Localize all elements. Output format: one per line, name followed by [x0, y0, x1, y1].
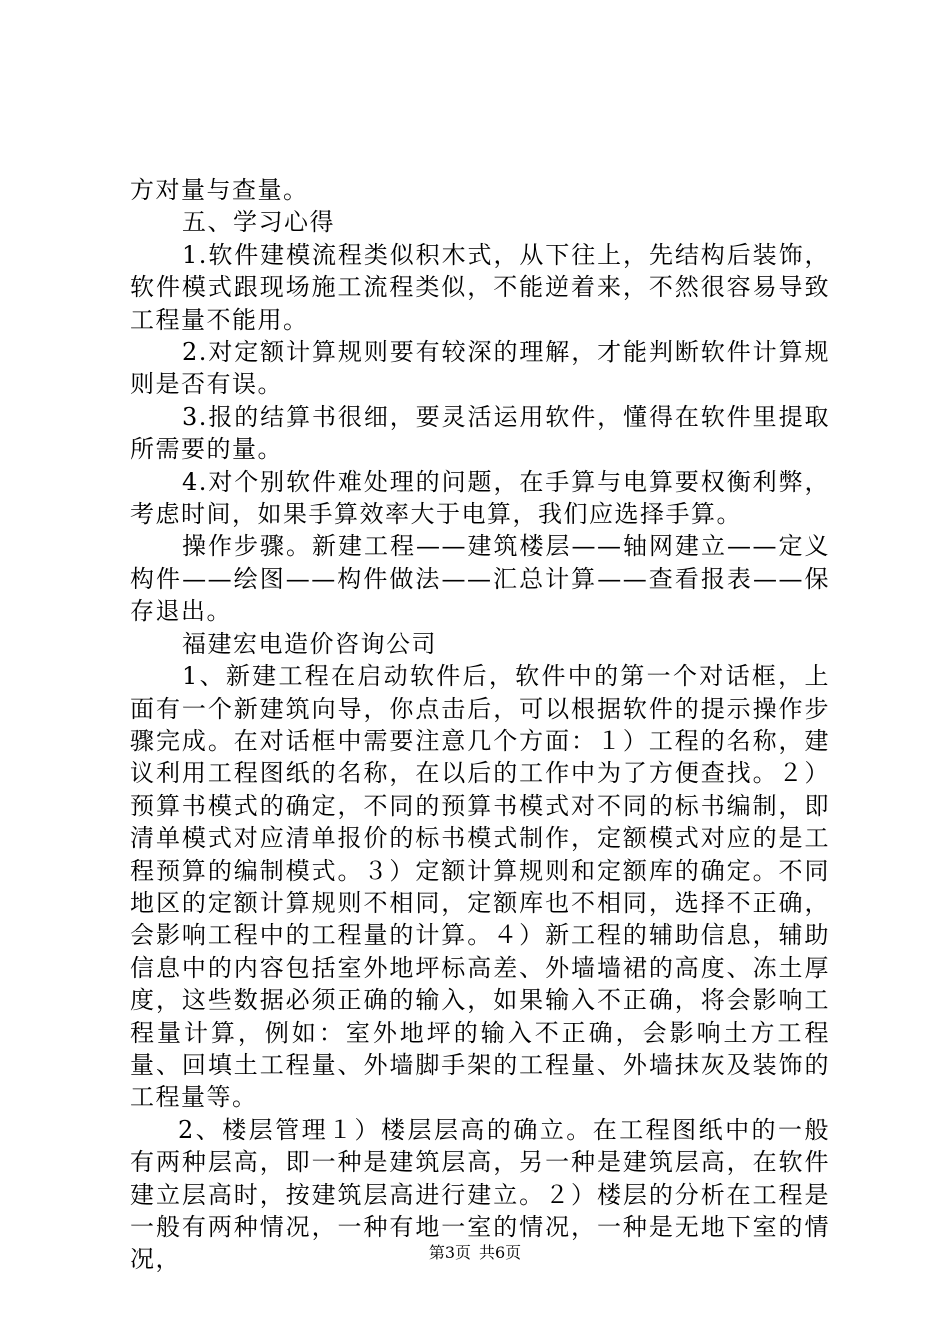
paragraph-note-2: 2.对定额计算规则要有较深的理解，才能判断软件计算规则是否有误。: [130, 338, 830, 399]
section-heading-study-notes: 五、学习心得: [182, 208, 335, 237]
paragraph-note-1: 1.软件建模流程类似积木式，从下往上，先结构后装饰，软件模式跟现场施工流程类似，不能逆着来，不然很容易导致工程量不能用。: [130, 240, 830, 334]
paragraph-note-3: 3.报的结算书很细，要灵活运用软件，懂得在软件里提取所需要的量。: [130, 402, 830, 464]
paragraph-continuation: 方对量与查量。: [130, 176, 309, 204]
page-footer: [0, 1240, 950, 1263]
paragraph-operation-steps: 操作步骤。新建工程——建筑楼层——轴网建立——定义构件——绘图——构件做法——汇总计算——查看报表——保存退出。: [130, 532, 830, 626]
page-total: 共6页: [479, 1243, 522, 1262]
company-name: 福建宏电造价咨询公司: [182, 629, 437, 658]
paragraph-floor-management: 2、楼层管理１）楼层层高的确立。在工程图纸中的一般有两种层高，即一种是建筑层高，另一种是建筑层高，在软件建立层高时，按建筑层高进行建立。２）楼层的分析在工程是一般有两种情况，一种有地一室的情况，一种是无地下室的情况，: [130, 1115, 830, 1274]
page-number: 第3页: [428, 1243, 471, 1262]
paragraph-note-4: 4.对个别软件难处理的问题，在手算与电算要权衡利弊，考虑时间，如果手算效率大于电算，我们应选择手算。: [130, 467, 830, 529]
document-body: [130, 174, 830, 1276]
paragraph-new-project: 1、新建工程在启动软件后，软件中的第一个对话框，上面有一个新建筑向导，你点击后，可以根据软件的提示操作步骤完成。在对话框中需要注意几个方面：１）工程的名称，建议利用工程图纸的名称，在以后的工作中为了方便查找。２）预算书模式的确定，不同的预算书模式对不同的标书编制，即清单模式对应清单报价的标书模式制作，定额模式对应的是工程预算的编制模式。３）定额计算规则和定额库的确定。不同地区的定额计算规则不相同，定额库也不相同，选择不正确，会影响工程中的工程量的计算。４）新工程的辅助信息，辅助信息中的内容包括室外地坪标高差、外墙墙裙的高度、冻土厚度，这些数据必须正确的输入，如果输入不正确，将会影响工程量计算，例如：室外地坪的输入不正确，会影响土方工程量、回填土工程量、外墙脚手架的工程量、外墙抹灰及装饰的工程量等。: [130, 662, 830, 1112]
